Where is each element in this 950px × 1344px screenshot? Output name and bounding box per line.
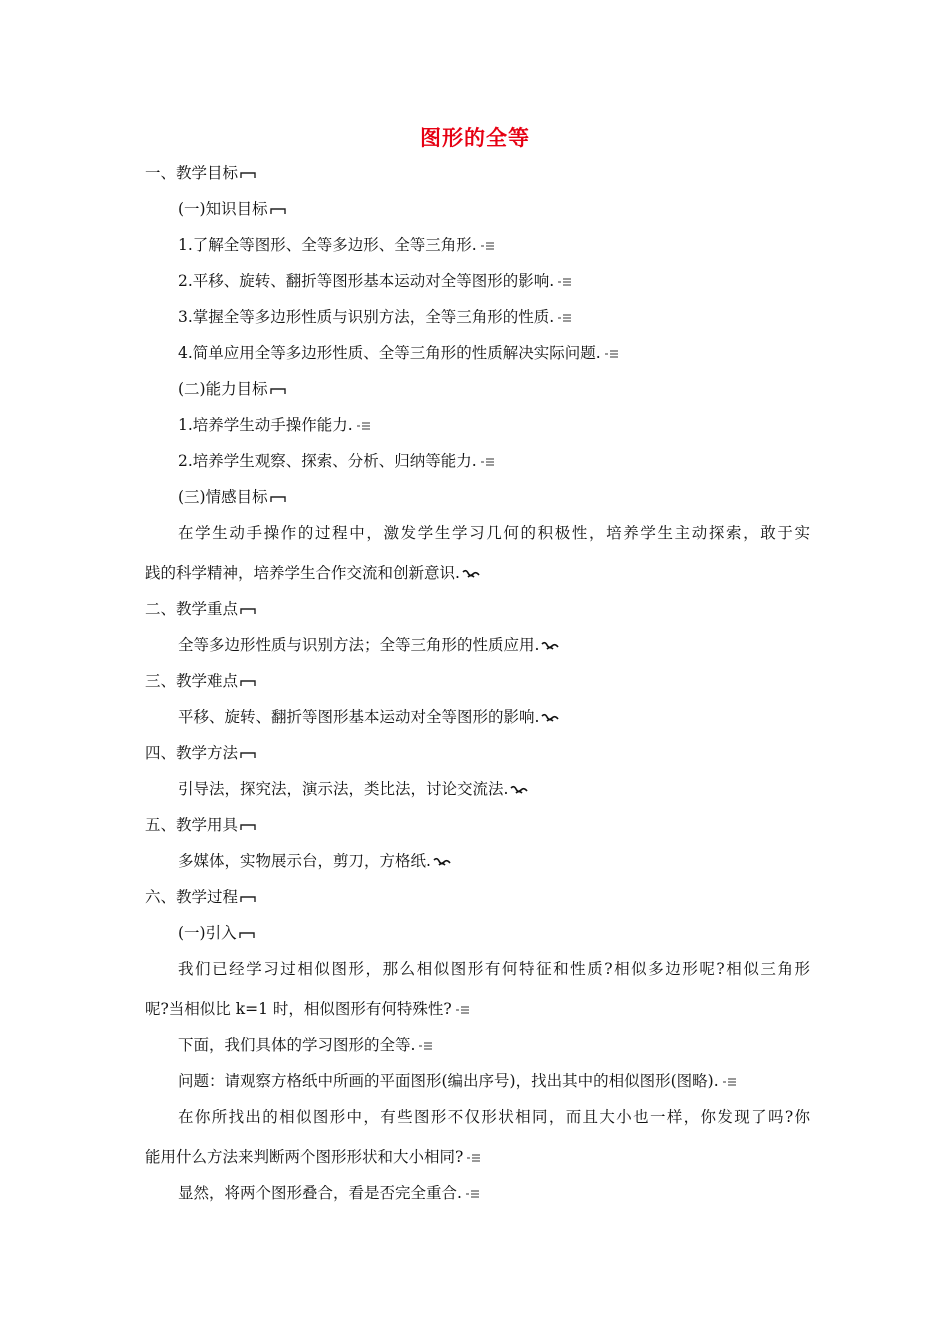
paragraph-mark-icon xyxy=(270,493,286,503)
paragraph-mark-icon xyxy=(270,205,286,215)
line-break-mark-icon xyxy=(479,457,495,467)
subsection-heading-ability xyxy=(178,379,286,399)
line-break-mark-icon xyxy=(721,1077,737,1087)
paragraph-text: 引导法，探究法，演示法，类比法，讨论交流法. xyxy=(178,780,509,798)
paragraph xyxy=(178,451,495,471)
paragraph xyxy=(178,235,495,255)
paragraph-mark-icon xyxy=(240,749,256,759)
paragraph-line xyxy=(145,999,470,1019)
section-heading-tools xyxy=(145,815,256,835)
paragraph-text: 呢?当相似比 k=1 时，相似图形有何特殊性? xyxy=(145,1000,452,1018)
paragraph xyxy=(178,707,557,727)
section-heading-key-points xyxy=(145,599,256,619)
paragraph-mark-icon xyxy=(240,821,256,831)
paragraph-mark-icon xyxy=(239,929,255,939)
line-break-mark-icon xyxy=(355,421,371,431)
heading-text: 六、教学过程 xyxy=(145,888,239,906)
paragraph xyxy=(178,1035,433,1055)
heading-text: (一)知识目标 xyxy=(178,200,268,218)
document-title: 图形的全等 xyxy=(420,126,530,150)
paragraph-text: 下面，我们具体的学习图形的全等. xyxy=(178,1036,416,1054)
paragraph-text: 问题：请观察方格纸中所画的平面图形(编出序号)，找出其中的相似图形(图略). xyxy=(178,1072,719,1090)
paragraph xyxy=(178,271,572,291)
section-heading-methods xyxy=(145,743,256,763)
line-break-mark-icon xyxy=(417,1041,433,1051)
subsection-heading-intro xyxy=(178,923,255,943)
heading-text: 一、教学目标 xyxy=(145,164,239,182)
paragraph xyxy=(178,851,449,871)
paragraph-text: 显然，将两个图形叠合，看是否完全重合. xyxy=(178,1184,462,1202)
paragraph xyxy=(178,415,371,435)
paragraph xyxy=(178,343,619,363)
line-break-mark-icon xyxy=(603,349,619,359)
paragraph xyxy=(178,635,557,655)
paragraph xyxy=(178,1183,480,1203)
paragraph xyxy=(178,307,572,327)
paragraph-text: 4.简单应用全等多边形性质、全等三角形的性质解决实际问题. xyxy=(178,344,601,362)
line-break-mark-icon xyxy=(556,313,572,323)
section-heading-process xyxy=(145,887,256,907)
swirl-mark-icon xyxy=(541,641,557,651)
paragraph-text: 1.了解全等图形、全等多边形、全等三角形. xyxy=(178,236,477,254)
heading-text: 五、教学用具 xyxy=(145,816,239,834)
paragraph-mark-icon xyxy=(240,677,256,687)
paragraph-mark-icon xyxy=(270,385,286,395)
paragraph-text: 2.平移、旋转、翻折等图形基本运动对全等图形的影响. xyxy=(178,272,555,290)
line-break-mark-icon xyxy=(479,241,495,251)
paragraph-mark-icon xyxy=(240,893,256,903)
paragraph-text: 平移、旋转、翻折等图形基本运动对全等图形的影响. xyxy=(178,708,540,726)
section-heading-difficulties xyxy=(145,671,256,691)
line-break-mark-icon xyxy=(454,1005,470,1015)
paragraph-text: 践的科学精神，培养学生合作交流和创新意识. xyxy=(145,564,460,582)
paragraph-line xyxy=(145,1147,481,1167)
swirl-mark-icon xyxy=(541,713,557,723)
heading-text: 三、教学难点 xyxy=(145,672,239,690)
swirl-mark-icon xyxy=(462,569,478,579)
line-break-mark-icon xyxy=(465,1153,481,1163)
line-break-mark-icon xyxy=(464,1189,480,1199)
paragraph-text: 多媒体，实物展示台，剪刀，方格纸. xyxy=(178,852,431,870)
paragraph-line: 我们已经学习过相似图形，那么相似图形有何特征和性质?相似多边形呢?相似三角形 xyxy=(178,960,810,978)
paragraph-text: 能用什么方法来判断两个图形形状和大小相同? xyxy=(145,1148,464,1166)
line-break-mark-icon xyxy=(556,277,572,287)
paragraph xyxy=(178,1071,737,1091)
paragraph-mark-icon xyxy=(240,605,256,615)
swirl-mark-icon xyxy=(510,785,526,795)
heading-text: 四、教学方法 xyxy=(145,744,239,762)
paragraph-text: 1.培养学生动手操作能力. xyxy=(178,416,353,434)
paragraph-line: 在学生动手操作的过程中，激发学生学习几何的积极性，培养学生主动探索，敢于实 xyxy=(178,524,810,542)
heading-text: (三)情感目标 xyxy=(178,488,268,506)
paragraph-text: 2.培养学生观察、探索、分析、归纳等能力. xyxy=(178,452,477,470)
heading-text: (一)引入 xyxy=(178,924,237,942)
paragraph-text: 全等多边形性质与识别方法；全等三角形的性质应用. xyxy=(178,636,540,654)
section-heading-objectives xyxy=(145,163,256,183)
subsection-heading-knowledge xyxy=(178,199,286,219)
paragraph-line: 在你所找出的相似图形中，有些图形不仅形状相同，而且大小也一样，你发现了吗?你 xyxy=(178,1108,810,1126)
paragraph xyxy=(178,779,526,799)
swirl-mark-icon xyxy=(433,857,449,867)
heading-text: (二)能力目标 xyxy=(178,380,268,398)
paragraph-mark-icon xyxy=(240,169,256,179)
subsection-heading-emotion xyxy=(178,487,286,507)
paragraph-line xyxy=(145,563,478,583)
paragraph-text: 3.掌握全等多边形性质与识别方法，全等三角形的性质. xyxy=(178,308,555,326)
heading-text: 二、教学重点 xyxy=(145,600,239,618)
